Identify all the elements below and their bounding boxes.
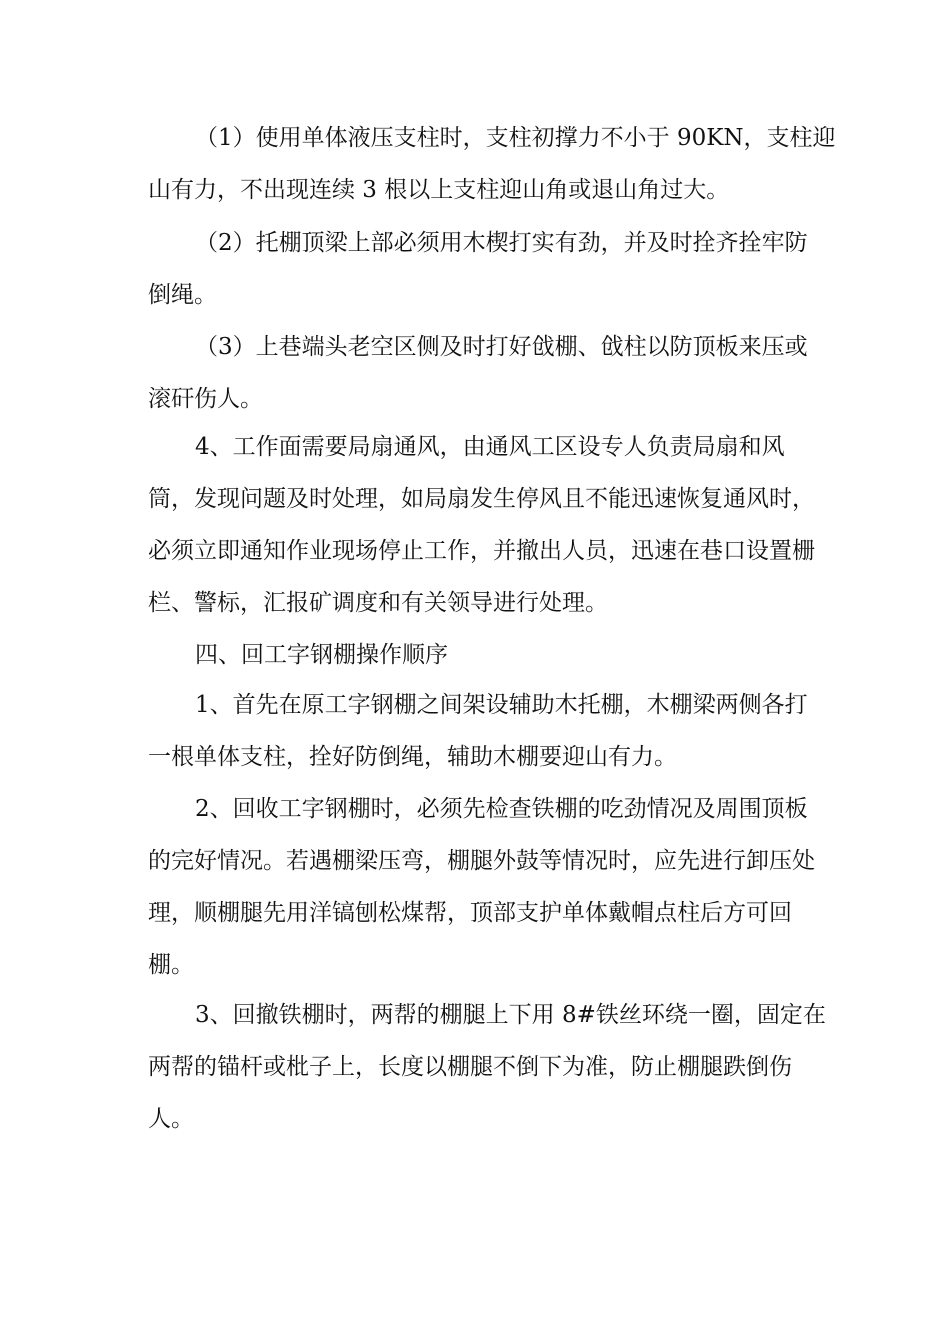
section-heading: 四、回工字钢棚操作顺序 [195, 642, 448, 668]
step-2-line-1: 2、回收工字钢棚时，必须先检查铁棚的吃劲情况及周围顶板 [195, 796, 808, 822]
item-3-line-1: （3）上巷端头老空区侧及时打好戗棚、戗柱以防顶板来压或 [195, 334, 808, 360]
para-4-line-4: 栏、警标，汇报矿调度和有关领导进行处理。 [148, 590, 608, 616]
para-4-line-3: 必须立即通知作业现场停止工作，并撤出人员，迅速在巷口设置栅 [148, 538, 815, 564]
step-3-line-3: 人。 [148, 1106, 194, 1132]
step-1-line-2: 一根单体支柱，拴好防倒绳，辅助木棚要迎山有力。 [148, 744, 677, 770]
item-2-line-2: 倒绳。 [148, 282, 217, 308]
item-1-line-2: 山有力，不出现连续 3 根以上支柱迎山角或退山角过大。 [148, 177, 730, 203]
step-3-line-2: 两帮的锚杆或枇子上，长度以棚腿不倒下为准，防止棚腿跌倒伤 [148, 1054, 792, 1080]
item-1-line-1: （1）使用单体液压支柱时，支柱初撑力不小于 90KN，支柱迎 [195, 125, 836, 151]
step-2-line-2: 的完好情况。若遇棚梁压弯，棚腿外鼓等情况时，应先进行卸压处 [148, 848, 815, 874]
item-2-line-1: （2）托棚顶梁上部必须用木楔打实有劲，并及时拴齐拴牢防 [195, 230, 808, 256]
para-4-line-2: 筒，发现问题及时处理，如局扇发生停风且不能迅速恢复通风时， [148, 486, 815, 512]
step-2-line-3: 理，顺棚腿先用洋镐刨松煤帮，顶部支护单体戴帽点柱后方可回 [148, 900, 792, 926]
step-1-line-1: 1、首先在原工字钢棚之间架设辅助木托棚，木棚梁两侧各打 [195, 692, 808, 718]
step-3-line-1: 3、回撤铁棚时，两帮的棚腿上下用 8#铁丝环绕一圈，固定在 [195, 1002, 826, 1028]
step-2-line-4: 棚。 [148, 952, 194, 978]
item-3-line-2: 滚矸伤人。 [148, 386, 263, 412]
para-4-line-1: 4、工作面需要局扇通风，由通风工区设专人负责局扇和风 [195, 434, 785, 460]
